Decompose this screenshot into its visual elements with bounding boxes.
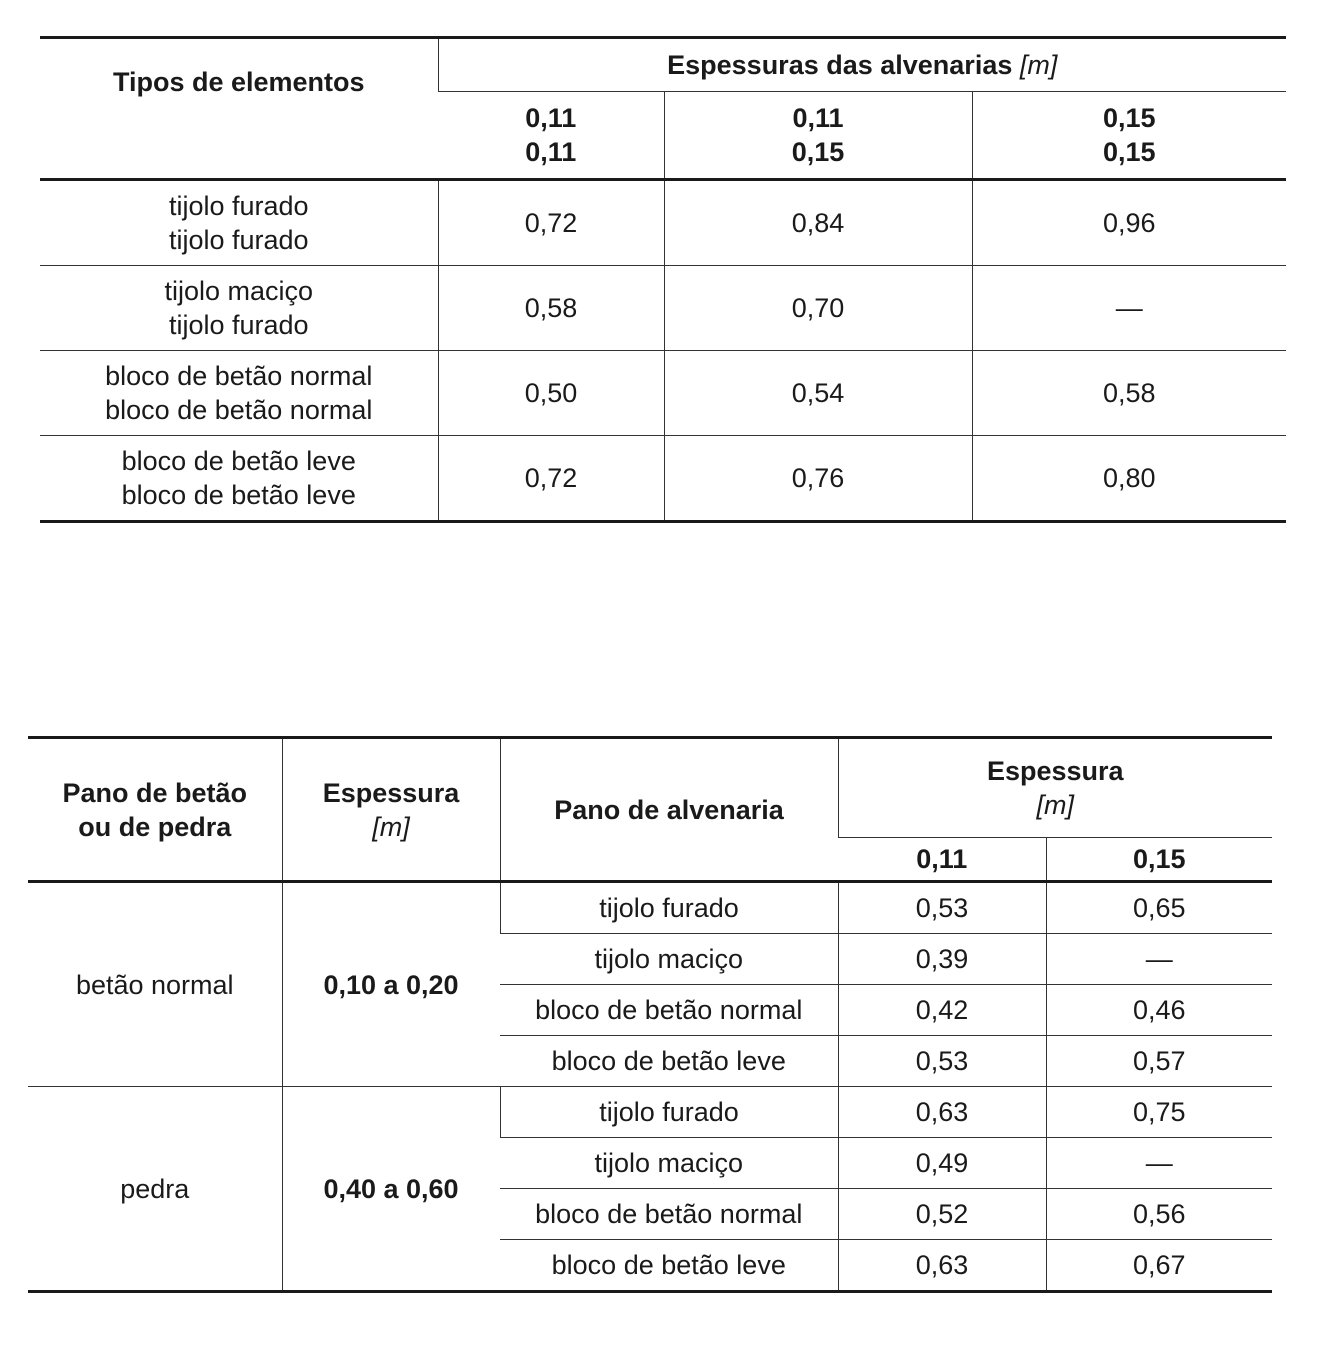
wall-panel-header: Pano de betão ou de pedra xyxy=(28,738,282,882)
thickness-column-011: 0,11 xyxy=(838,838,1046,882)
masonry-type-cell: bloco de betão leve xyxy=(551,1250,786,1280)
element-type-cell: bloco de betão leve bloco de betão leve xyxy=(121,446,356,510)
table2-header-row xyxy=(28,738,1272,838)
element-type-cell: bloco de betão normal bloco de betão normal xyxy=(40,351,438,436)
table-row xyxy=(40,180,1286,266)
value-cell: 0,80 xyxy=(972,436,1286,522)
value-cell: 0,56 xyxy=(1046,1189,1272,1240)
value-cell: 0,72 xyxy=(438,436,664,522)
thickness-header: Espessuras das alvenarias [m] xyxy=(438,38,1286,92)
table-row xyxy=(40,266,1286,351)
thickness-column-1: 0,11 0,11 xyxy=(438,92,664,180)
thickness-column-2: 0,11 0,15 xyxy=(664,92,972,180)
value-cell: — xyxy=(972,266,1286,351)
panel-thickness-cell: 0,40 a 0,60 xyxy=(282,1087,500,1292)
panel-type-cell: pedra xyxy=(28,1087,282,1292)
masonry-type-cell: tijolo furado xyxy=(500,1087,838,1138)
value-cell: 0,53 xyxy=(838,1036,1046,1087)
element-type-cell: tijolo maciço tijolo furado xyxy=(40,266,438,351)
panel-thickness-cell: 0,10 a 0,20 xyxy=(282,882,500,1087)
masonry-type-cell: tijolo maciço xyxy=(500,934,838,985)
value-cell: — xyxy=(1046,934,1272,985)
thermal-table-concrete-stone xyxy=(28,736,1272,1293)
unit-label: [m] xyxy=(1019,50,1058,80)
masonry-panel-header: Pano de alvenaria xyxy=(500,738,838,882)
element-type-cell: tijolo furado tijolo furado xyxy=(40,180,438,266)
value-cell: 0,67 xyxy=(1046,1240,1272,1292)
table-row xyxy=(28,1087,1272,1138)
value-cell: 0,49 xyxy=(838,1138,1046,1189)
value-cell: 0,52 xyxy=(838,1189,1046,1240)
value-cell: 0,42 xyxy=(838,985,1046,1036)
table-row xyxy=(40,351,1286,436)
value-cell: 0,96 xyxy=(972,180,1286,266)
value-cell: 0,63 xyxy=(838,1087,1046,1138)
value-cell: 0,39 xyxy=(838,934,1046,985)
value-cell: 0,58 xyxy=(438,266,664,351)
masonry-type-cell: bloco de betão normal xyxy=(500,985,838,1036)
panel-type-cell: betão normal xyxy=(28,882,282,1087)
panel-thickness-header: Espessura [m] xyxy=(282,738,500,882)
masonry-type-cell: bloco de betão leve xyxy=(500,1036,838,1087)
value-cell: 0,50 xyxy=(438,351,664,436)
thickness-column-015: 0,15 xyxy=(1046,838,1272,882)
value-cell: 0,72 xyxy=(438,180,664,266)
value-cell: 0,70 xyxy=(664,266,972,351)
value-cell: 0,63 xyxy=(838,1240,1046,1292)
value-cell: 0,65 xyxy=(1046,882,1272,934)
table-row xyxy=(28,882,1272,934)
types-header: Tipos de elementos xyxy=(40,38,438,180)
table1-header-row xyxy=(40,38,1286,92)
masonry-type-cell: bloco de betão normal xyxy=(500,1189,838,1240)
masonry-thickness-header: Espessura [m] xyxy=(838,738,1272,838)
value-cell: 0,57 xyxy=(1046,1036,1272,1087)
value-cell: 0,58 xyxy=(972,351,1286,436)
value-cell: 0,76 xyxy=(664,436,972,522)
value-cell: 0,54 xyxy=(664,351,972,436)
thickness-column-3: 0,15 0,15 xyxy=(972,92,1286,180)
value-cell: 0,75 xyxy=(1046,1087,1272,1138)
value-cell: 0,53 xyxy=(838,882,1046,934)
value-cell: 0,46 xyxy=(1046,985,1272,1036)
table-row xyxy=(40,436,1286,522)
value-cell: 0,84 xyxy=(664,180,972,266)
masonry-type-cell: tijolo maciço xyxy=(500,1138,838,1189)
value-cell: — xyxy=(1046,1138,1272,1189)
thermal-table-masonry-pairs xyxy=(40,36,1286,523)
masonry-type-cell: tijolo furado xyxy=(500,882,838,934)
